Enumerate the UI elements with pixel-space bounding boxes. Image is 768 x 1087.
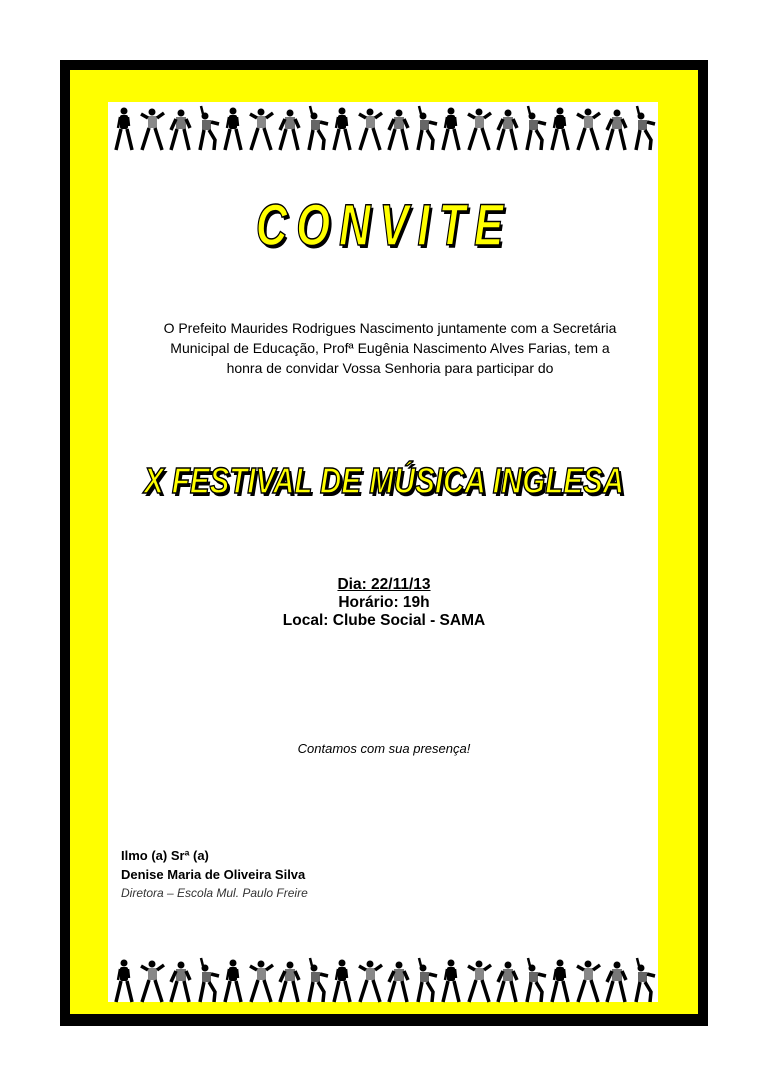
dancing-figure-icon (494, 956, 520, 1006)
dancing-figure-icon (575, 956, 601, 1006)
dancing-figure-icon (603, 956, 629, 1006)
dancing-figure-icon (330, 104, 356, 154)
dancing-figure-icon (466, 104, 492, 154)
event-time: Horário: 19h (338, 594, 430, 611)
intro-text: O Prefeito Maurides Rodrigues Nascimento juntamente com a Secretária Municipal de Educação, Profª Eugênia Nascimento Alves Farias, tem a honra de convidar Vossa Senhoria para participar do (163, 320, 617, 376)
recipient-role: Diretora – Escola Mul. Paulo Freire (121, 886, 308, 900)
dancing-figure-icon (248, 104, 274, 154)
dancing-figure-icon (139, 956, 165, 1006)
dancing-figure-icon (357, 104, 383, 154)
dancing-figure-icon (494, 104, 520, 154)
dancing-figure-icon (575, 104, 601, 154)
dancing-figure-icon (521, 956, 547, 1006)
dancing-figure-icon (521, 104, 547, 154)
dancing-figure-icon (548, 104, 574, 154)
invitation-title: CONVITE (255, 193, 513, 258)
dancing-figure-icon (194, 104, 220, 154)
dancing-figure-icon (548, 956, 574, 1006)
dancing-figure-icon (221, 104, 247, 154)
dancing-figure-icon (303, 104, 329, 154)
dancing-figure-icon (221, 956, 247, 1006)
dancing-figure-icon (412, 956, 438, 1006)
dancing-figure-icon (194, 956, 220, 1006)
dancer-row-bottom (112, 956, 656, 1006)
recipient-name: Denise Maria de Oliveira Silva (121, 867, 306, 882)
dancing-figure-icon (112, 104, 138, 154)
dancing-figure-icon (466, 956, 492, 1006)
dancing-figure-icon (167, 956, 193, 1006)
dancing-figure-icon (276, 956, 302, 1006)
event-details (0, 576, 768, 630)
event-date: Dia: 22/11/13 (337, 576, 431, 593)
dancing-figure-icon (439, 104, 465, 154)
recipient-block (121, 846, 308, 903)
dancing-figure-icon (112, 956, 138, 1006)
event-name: X FESTIVAL DE MÚSICA INGLESA (143, 460, 625, 501)
event-location: Local: Clube Social - SAMA (282, 612, 486, 629)
closing-text: Contamos com sua presença! (297, 741, 471, 756)
dancing-figure-icon (139, 104, 165, 154)
dancing-figure-icon (385, 956, 411, 1006)
dancing-figure-icon (167, 104, 193, 154)
dancing-figure-icon (630, 956, 656, 1006)
dancing-figure-icon (248, 956, 274, 1006)
dancing-figure-icon (603, 104, 629, 154)
dancing-figure-icon (330, 956, 356, 1006)
dancer-row-top (112, 104, 656, 154)
dancing-figure-icon (385, 104, 411, 154)
dancing-figure-icon (412, 104, 438, 154)
dancing-figure-icon (303, 956, 329, 1006)
dancing-figure-icon (630, 104, 656, 154)
dancing-figure-icon (439, 956, 465, 1006)
recipient-salutation: Ilmo (a) Srª (a) (121, 848, 209, 863)
dancing-figure-icon (357, 956, 383, 1006)
dancing-figure-icon (276, 104, 302, 154)
